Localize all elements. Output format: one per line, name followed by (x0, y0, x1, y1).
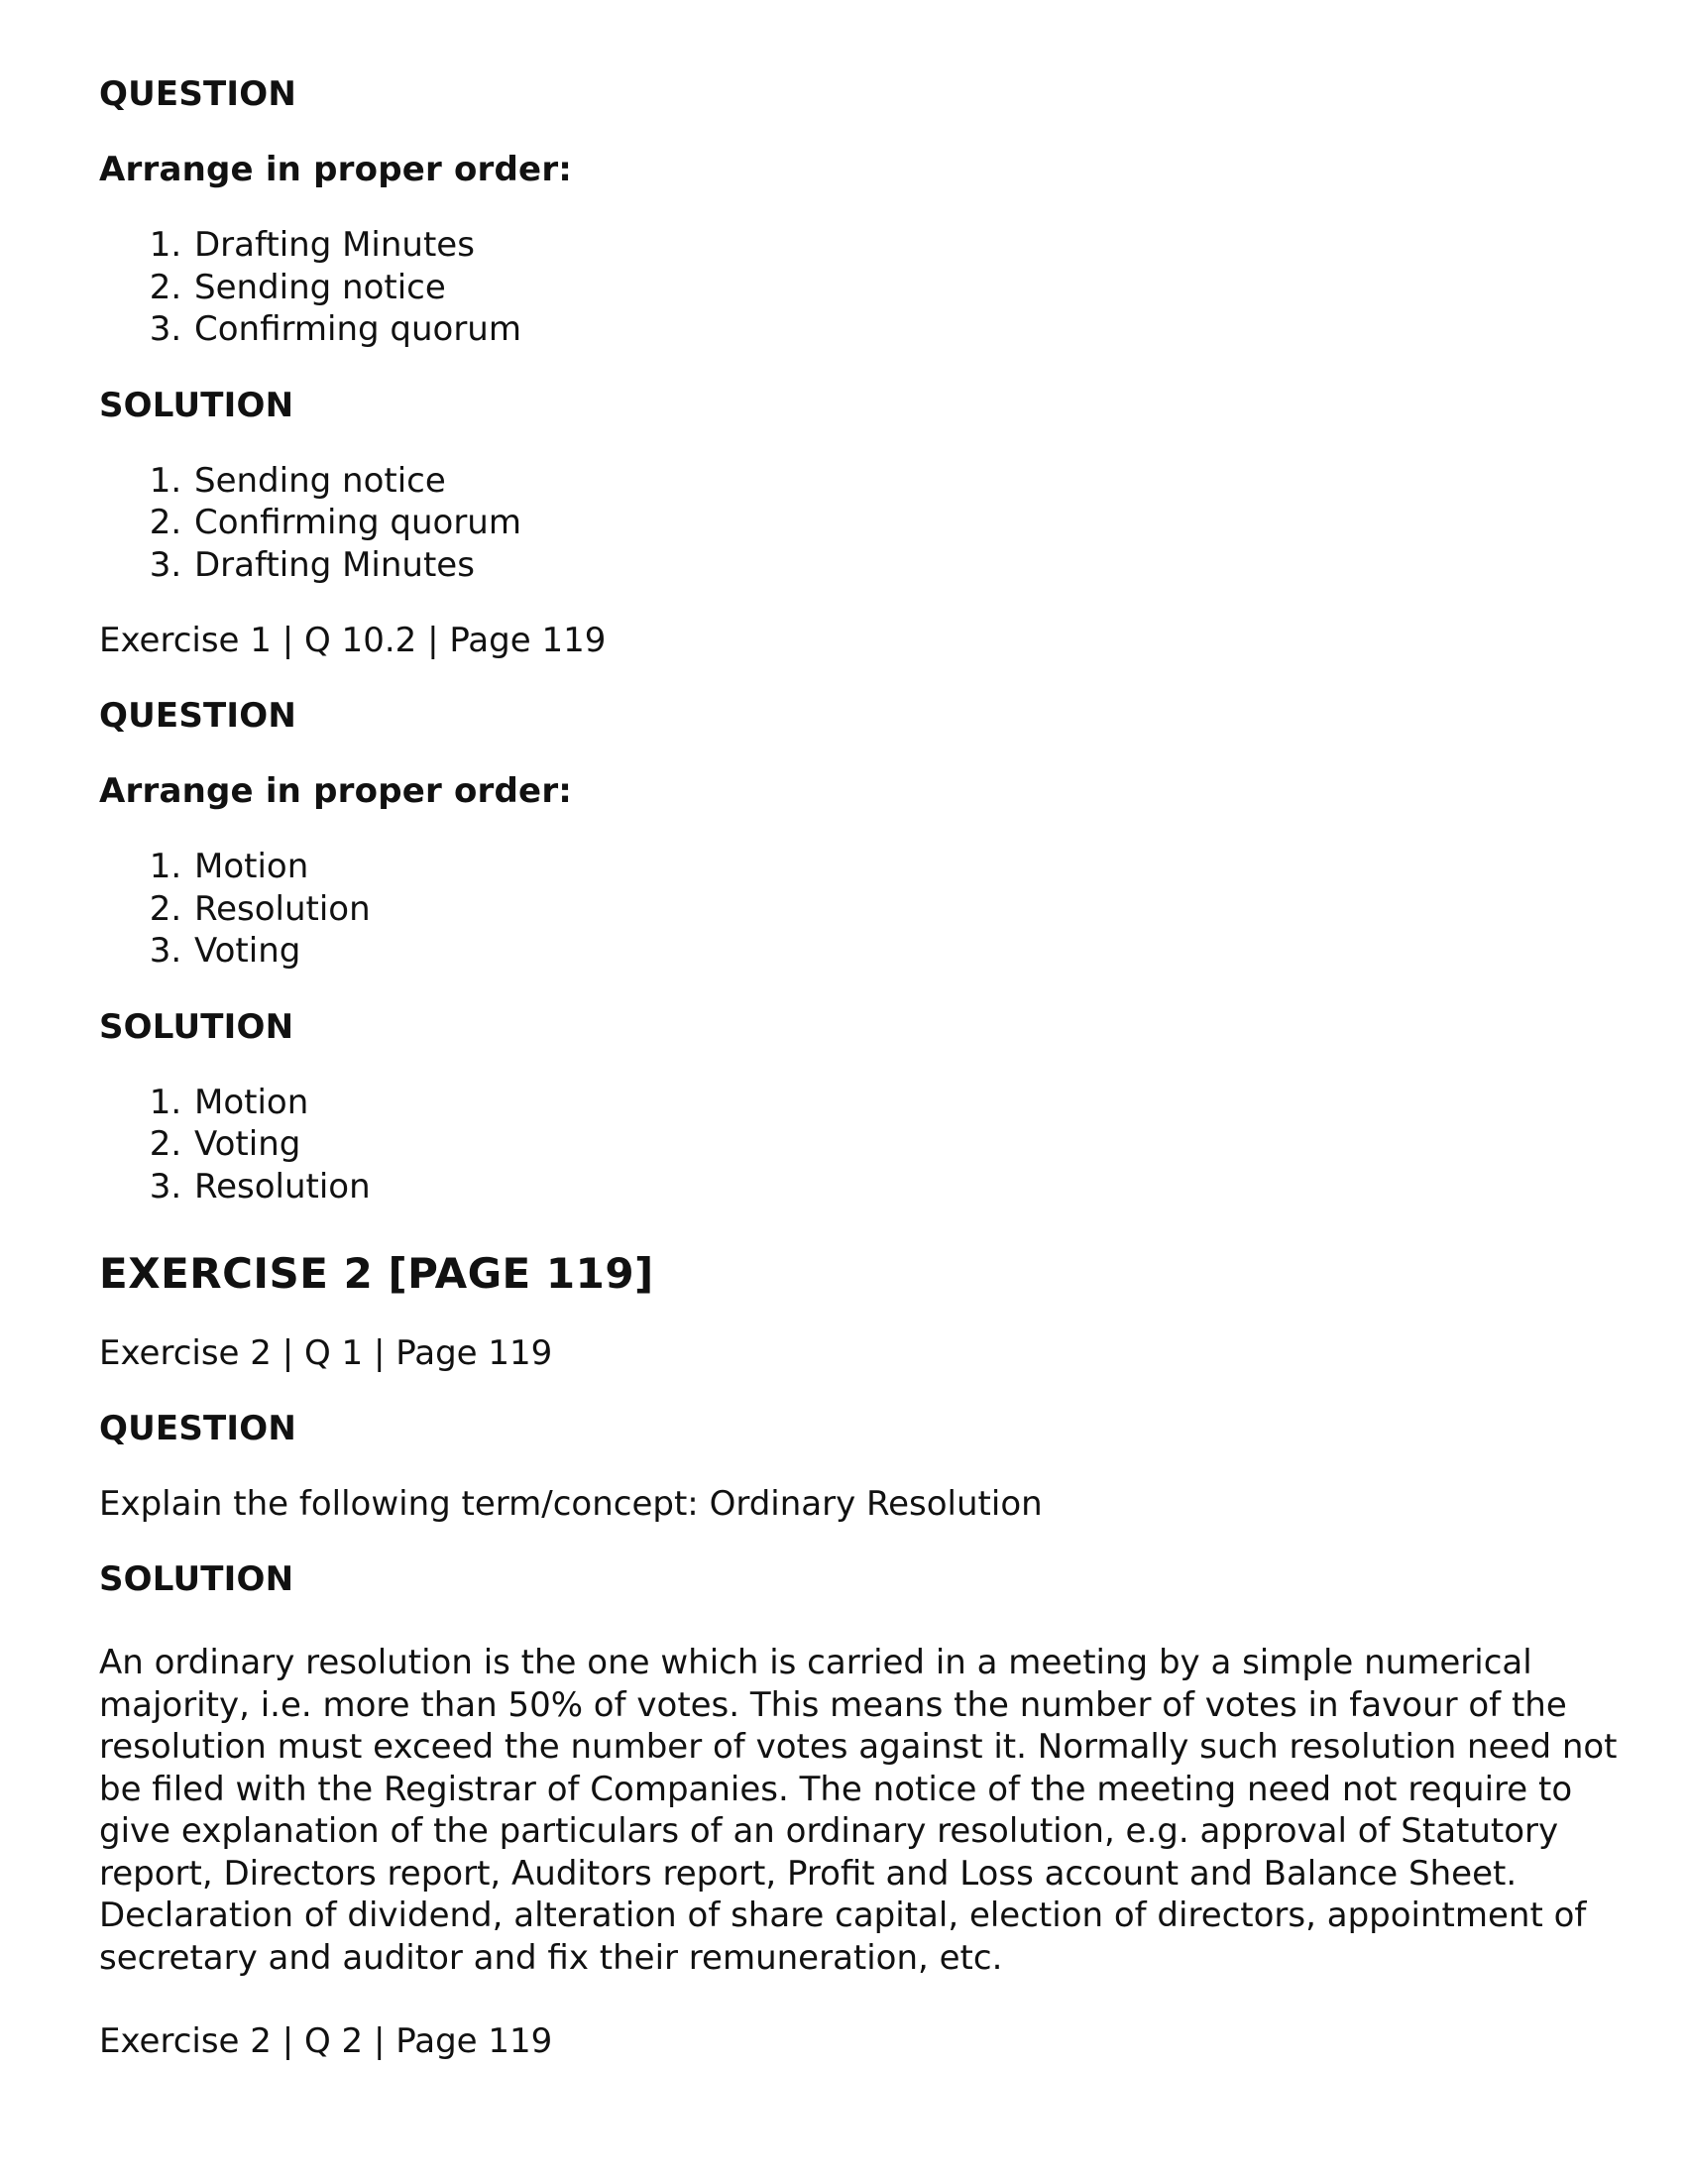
solution-heading: SOLUTION (99, 1559, 294, 1599)
question-reference: Exercise 2 | Q 2 | Page 119 (99, 2021, 553, 2061)
question-heading: QUESTION (99, 696, 297, 736)
question-prompt: Arrange in proper order: (99, 150, 573, 189)
question-reference: Exercise 2 | Q 1 | Page 119 (99, 1333, 553, 1373)
question-heading: QUESTION (99, 1409, 297, 1448)
list-item: 2. Sending notice (192, 267, 1626, 309)
list-item: 3. Drafting Minutes (192, 544, 1626, 587)
list-item: 3. Voting (192, 930, 1626, 973)
list-item: 3. Resolution (192, 1166, 1626, 1208)
list-item: 1. Motion (192, 846, 1626, 888)
list-item: 3. Confirming quorum (192, 308, 1626, 351)
list-item: 2. Resolution (192, 888, 1626, 931)
question-reference: Exercise 1 | Q 10.2 | Page 119 (99, 621, 607, 660)
question-prompt: Explain the following term/concept: Ordinary Resolution (99, 1484, 1043, 1524)
solution-list (99, 1082, 1626, 1208)
list-item: 1. Sending notice (192, 460, 1626, 503)
solution-heading: SOLUTION (99, 385, 294, 425)
question-list (99, 224, 1626, 351)
solution-paragraph: An ordinary resolution is the one which is carried in a meeting by a simple numerical majority, i.e. more than 50% of votes. This means the number of votes in favour of the resolution must exceed the number of votes against it. Normally such resolution need not be filed with the Registrar of Companies. The notice of the meeting need not require to give explanation of the particulars of an ordinary resolution, e.g. approval of Statutory report, Directors report, Auditors report, Profit and Loss account and Balance Sheet. Declaration of dividend, alteration of share capital, election of directors, appointment of secretary and auditor and fix their remuneration, etc. (99, 1643, 1618, 1978)
list-item: 1. Motion (192, 1082, 1626, 1124)
question-heading: QUESTION (99, 74, 297, 114)
question-list (99, 846, 1626, 973)
list-item: 2. Confirming quorum (192, 502, 1626, 544)
document-page (99, 73, 1626, 2062)
list-item: 2. Voting (192, 1123, 1626, 1166)
list-item: 1. Drafting Minutes (192, 224, 1626, 267)
solution-list (99, 460, 1626, 587)
solution-heading: SOLUTION (99, 1006, 294, 1047)
section-title: EXERCISE 2 [PAGE 119] (99, 1249, 654, 1298)
question-prompt: Arrange in proper order: (99, 771, 573, 811)
